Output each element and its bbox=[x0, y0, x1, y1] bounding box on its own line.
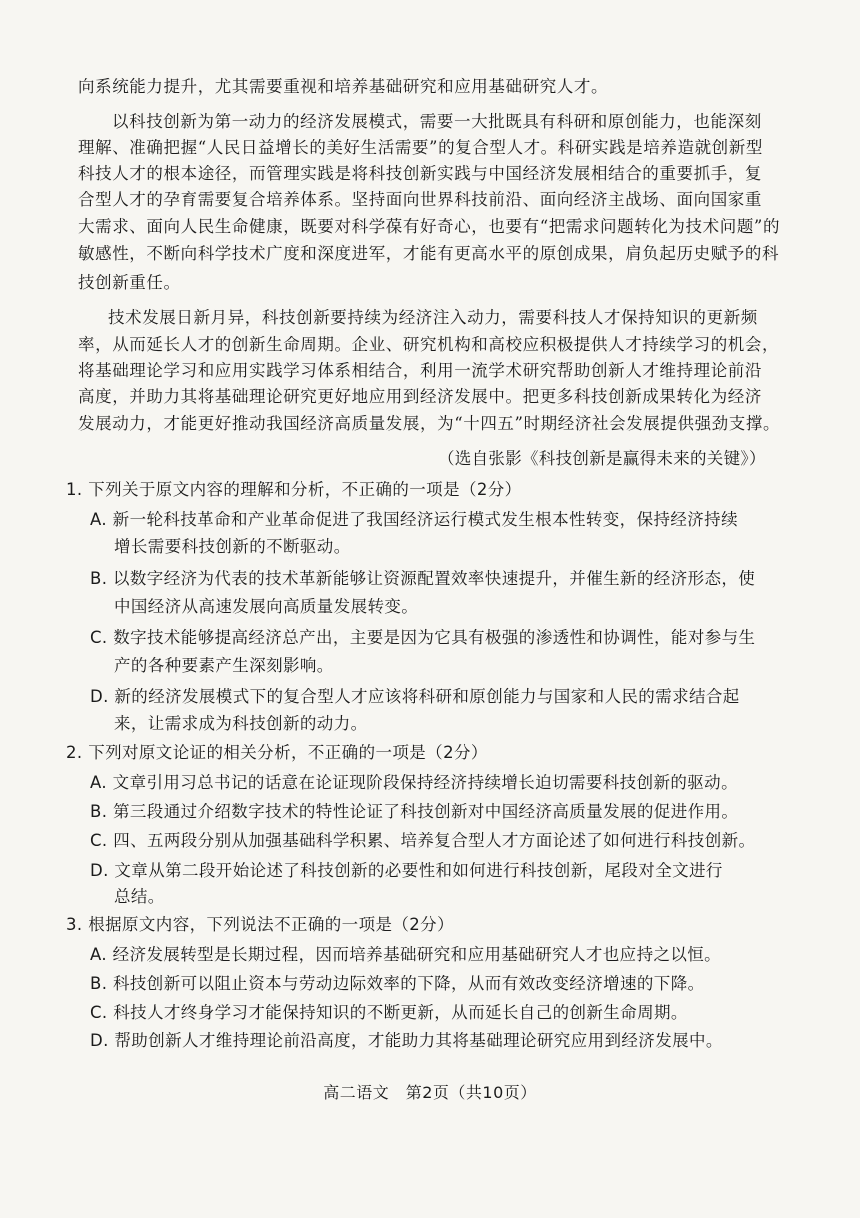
passage-line: 率，从而延长人才的创新生命周期。企业、研究机构和高校应积极提供人才持续学习的机会， bbox=[78, 335, 780, 354]
page-footer: 高二语文 第2页（共10页） bbox=[323, 1083, 537, 1102]
option-d-cont: 总结。 bbox=[114, 887, 165, 906]
passage-source: （选自张影《科技创新是赢得未来的关键》） bbox=[438, 449, 766, 468]
option-d[interactable]: D. 帮助创新人才维持理论前沿高度，才能助力其将基础理论研究应用到经济发展中。 bbox=[90, 1031, 723, 1050]
passage-line: 科技人才的根本途径，而管理实践是将科技创新实践与中国经济发展相结合的重要抓手，复 bbox=[78, 164, 762, 183]
question-stem: 1. 下列关于原文内容的理解和分析，不正确的一项是（2分） bbox=[66, 480, 522, 499]
option-b-cont: 中国经济从高速发展向高质量发展转变。 bbox=[114, 597, 419, 616]
option-b[interactable]: B. 以数字经济为代表的技术革新能够让资源配置效率快速提升，并催生新的经济形态，使 bbox=[90, 569, 756, 588]
option-a[interactable]: A. 经济发展转型是长期过程，因而培养基础研究和应用基础研究人才也应持之以恒。 bbox=[90, 945, 722, 964]
question-stem: 2. 下列对原文论证的相关分析，不正确的一项是（2分） bbox=[66, 743, 488, 762]
option-c[interactable]: C. 四、五两段分别从加强基础科学积累、培养复合型人才方面论述了如何进行科技创新。 bbox=[90, 831, 756, 850]
passage-line: 高度，并助力其将基础理论研究更好地应用到经济发展中。把更多科技创新成果转化为经济 bbox=[78, 387, 762, 406]
passage-line: 敏感性，不断向科学技术广度和深度进军，才能有更高水平的原创成果，肩负起历史赋予的科 bbox=[78, 244, 780, 263]
option-d[interactable]: D. 文章从第二段开始论述了科技创新的必要性和如何进行科技创新，尾段对全文进行 bbox=[90, 861, 723, 880]
passage-line: 合型人才的孕育需要复合培养体系。坚持面向世界科技前沿、面向经济主战场、面向国家重 bbox=[78, 190, 762, 209]
option-d-cont: 来，让需求成为科技创新的动力。 bbox=[114, 714, 368, 733]
passage-line: 将基础理论学习和应用实践学习体系相结合，利用一流学术研究帮助创新人才维持理论前沿 bbox=[78, 361, 762, 380]
option-a[interactable]: A. 文章引用习总书记的话意在论证现阶段保持经济持续增长迫切需要科技创新的驱动。 bbox=[90, 773, 738, 792]
passage-line: 理解、准确把握“人民日益增长的美好生活需要”的复合型人才。科研实践是培养造就创新型 bbox=[78, 138, 763, 157]
option-a-cont: 增长需要科技创新的不断驱动。 bbox=[114, 537, 351, 556]
passage-line: 向系统能力提升，尤其需要重视和培养基础研究和应用基础研究人才。 bbox=[78, 77, 609, 96]
passage-line: 技创新重任。 bbox=[78, 273, 181, 292]
option-c[interactable]: C. 科技人才终身学习才能保持知识的不断更新，从而延长自己的创新生命周期。 bbox=[90, 1003, 688, 1022]
option-c[interactable]: C. 数字技术能够提高经济总产出，主要是因为它具有极强的渗透性和协调性，能对参与生 bbox=[90, 628, 756, 647]
passage-line: 以科技创新为第一动力的经济发展模式，需要一大批既具有科研和原创能力，也能深刻 bbox=[112, 112, 762, 131]
option-b[interactable]: B. 第三段通过介绍数字技术的特性论证了科技创新对中国经济高质量发展的促进作用。 bbox=[90, 802, 739, 821]
option-a[interactable]: A. 新一轮科技革命和产业革命促进了我国经济运行模式发生根本性转变，保持经济持续 bbox=[90, 510, 738, 529]
option-b[interactable]: B. 科技创新可以阻止资本与劳动边际效率的下降，从而有效改变经济增速的下降。 bbox=[90, 974, 705, 993]
option-d[interactable]: D. 新的经济发展模式下的复合型人才应该将科研和原创能力与国家和人民的需求结合起 bbox=[90, 687, 740, 706]
passage-line: 发展动力，才能更好推动我国经济高质量发展，为“十四五”时期经济社会发展提供强劲支撑。 bbox=[78, 414, 781, 433]
passage-line: 大需求、面向人民生命健康，既要对科学葆有好奇心，也要有“把需求问题转化为技术问题”的 bbox=[78, 217, 781, 236]
option-c-cont: 产的各种要素产生深刻影响。 bbox=[114, 656, 334, 675]
passage-line: 技术发展日新月异，科技创新要持续为经济注入动力，需要科技人才保持知识的更新频 bbox=[108, 308, 758, 327]
question-stem: 3. 根据原文内容，下列说法不正确的一项是（2分） bbox=[66, 915, 454, 934]
